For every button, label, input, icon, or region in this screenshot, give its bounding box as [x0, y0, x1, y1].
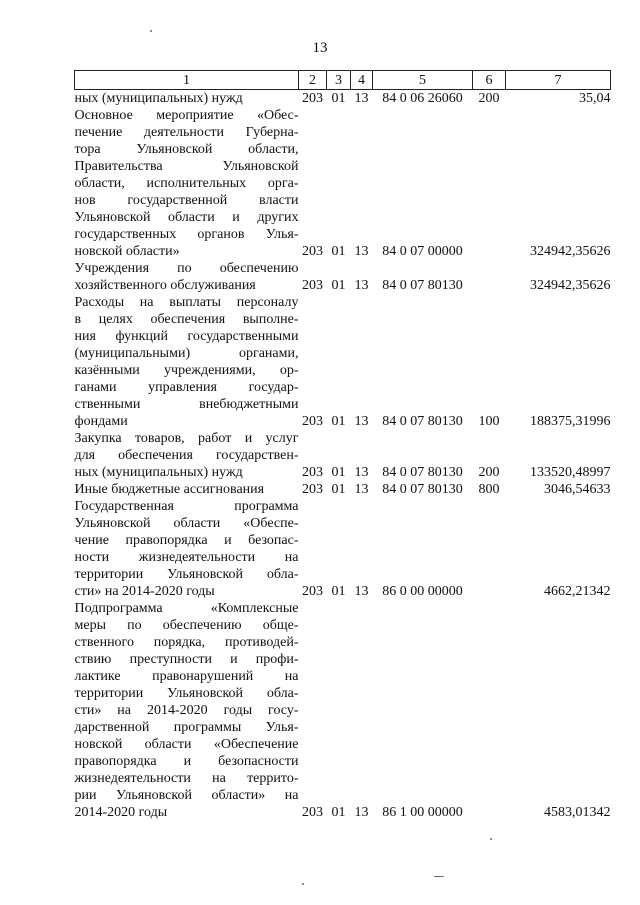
row-description — [75, 294, 299, 430]
table-row — [75, 481, 611, 498]
table-row — [75, 260, 611, 294]
description-line: меры по обеспечению обще- — [74, 618, 299, 633]
target-article-code: 84 0 07 80130 — [382, 278, 463, 293]
admin-code: 203 — [302, 805, 323, 820]
subsection-code: 13 — [354, 584, 369, 599]
section-code: 01 — [331, 482, 346, 497]
description-line: лактике правонарушений на — [74, 669, 299, 684]
description-line: 2014-2020 годы — [74, 805, 168, 820]
amount-value: 324942,35626 — [530, 278, 611, 293]
section-code: 01 — [331, 414, 346, 429]
description-line: территории Ульяновской обла- — [74, 567, 299, 582]
description-line: жизнедеятельности на террито- — [74, 771, 299, 786]
description-line: ственными внебюджетными — [74, 397, 299, 412]
description-line: Ульяновской области «Обеспе- — [74, 516, 299, 531]
table-header-row — [75, 71, 611, 90]
table-body — [75, 90, 611, 822]
description-line: чение правопорядка и безопас- — [74, 533, 299, 548]
target-article-code: 86 1 00 00000 — [382, 805, 463, 820]
column-header-3: 3 — [327, 71, 351, 90]
description-line: для обеспечения государствен- — [74, 448, 299, 463]
subsection-code: 13 — [354, 482, 369, 497]
description-line: печение деятельности Губерна- — [74, 125, 299, 140]
amount-value: 3046,54633 — [544, 482, 611, 497]
row-description — [75, 260, 299, 294]
table-row — [75, 90, 611, 108]
expense-type-code — [473, 260, 506, 294]
description-line: Расходы на выплаты персоналу — [74, 295, 299, 310]
target-article-code: 84 0 07 00000 — [382, 244, 463, 259]
target-article-code: 84 0 06 26060 — [382, 91, 463, 106]
description-line: Основное мероприятие «Обес- — [74, 108, 299, 123]
row-description — [75, 481, 299, 498]
description-line: рии Ульяновской области» на — [74, 788, 299, 803]
subsection-code: 13 — [354, 91, 369, 106]
subsection-code: 13 — [354, 278, 369, 293]
scan-speck — [490, 838, 492, 840]
table-row — [75, 294, 611, 430]
description-line: казёнными учреждениями, ор- — [74, 363, 299, 378]
description-line: ния функций государственными — [74, 329, 299, 344]
section-code: 01 — [331, 278, 346, 293]
description-line: в целях обеспечения выполне- — [74, 312, 299, 327]
description-line: (муниципальными) органами, — [74, 346, 299, 361]
description-line: ганами управления государ- — [74, 380, 299, 395]
target-article-code: 84 0 07 80130 — [382, 482, 463, 497]
amount-value: 4662,21342 — [544, 584, 611, 599]
subsection-code: 13 — [354, 805, 369, 820]
amount-value: 133520,48997 — [530, 465, 611, 480]
expense-type-code: 200 — [478, 91, 500, 106]
section-code: 01 — [331, 244, 346, 259]
row-description — [75, 600, 299, 821]
expense-type-code — [473, 498, 506, 600]
admin-code: 203 — [302, 244, 323, 259]
description-line: тора Ульяновской области, — [74, 142, 299, 157]
table-row — [75, 498, 611, 600]
expense-type-code — [473, 600, 506, 821]
description-line: ных (муниципальных) нужд — [74, 465, 243, 480]
description-line: нов государственной власти — [74, 193, 299, 208]
description-line: Закупка товаров, работ и услуг — [74, 431, 299, 446]
subsection-code: 13 — [354, 465, 369, 480]
admin-code: 203 — [302, 414, 323, 429]
description-line: области, исполнительных орга- — [74, 176, 299, 191]
description-line: правопорядка и безопасности — [74, 754, 299, 769]
table-row — [75, 600, 611, 821]
scan-speck — [302, 883, 304, 885]
amount-value: 188375,31996 — [530, 414, 611, 429]
description-line: Учреждения по обеспечению — [74, 261, 299, 276]
target-article-code: 86 0 00 00000 — [382, 584, 463, 599]
row-description — [75, 90, 299, 108]
expense-type-code: 100 — [478, 414, 500, 429]
page-number: 13 — [312, 40, 328, 56]
expense-type-code: 800 — [478, 482, 500, 497]
description-line: ных (муниципальных) нужд — [74, 91, 243, 106]
description-line: сти» на 2014-2020 годы госу- — [74, 703, 299, 718]
admin-code: 203 — [302, 278, 323, 293]
amount-value: 324942,35626 — [530, 244, 611, 259]
expense-type-code: 200 — [478, 465, 500, 480]
description-line: Государственная программа — [74, 499, 299, 514]
amount-value: 4583,01342 — [544, 805, 611, 820]
scan-speck — [150, 30, 152, 32]
row-description — [75, 107, 299, 260]
description-line: ственного порядка, противодей- — [74, 635, 299, 650]
section-code: 01 — [331, 584, 346, 599]
description-line: Ульяновской области и других — [74, 210, 299, 225]
row-description — [75, 430, 299, 481]
section-code: 01 — [331, 805, 346, 820]
admin-code: 203 — [302, 584, 323, 599]
budget-table — [74, 70, 611, 821]
description-line: хозяйственного обслуживания — [74, 278, 256, 293]
description-line: Подпрограмма «Комплексные — [74, 601, 299, 616]
amount-value: 35,04 — [579, 91, 611, 106]
target-article-code: 84 0 07 80130 — [382, 414, 463, 429]
description-line: ствию преступности и профи- — [74, 652, 299, 667]
admin-code: 203 — [302, 91, 323, 106]
admin-code: 203 — [302, 465, 323, 480]
section-code: 01 — [331, 91, 346, 106]
description-line: новской области «Обеспечение — [74, 737, 299, 752]
description-line: сти» на 2014-2020 годы — [74, 584, 215, 599]
section-code: 01 — [331, 465, 346, 480]
table-row — [75, 107, 611, 260]
description-line: Правительства Ульяновской — [74, 159, 299, 174]
description-line: фондами — [74, 414, 128, 429]
column-header-2: 2 — [299, 71, 327, 90]
scan-speck — [434, 876, 444, 877]
description-line: новской области» — [74, 244, 180, 259]
target-article-code: 84 0 07 80130 — [382, 465, 463, 480]
column-header-1: 1 — [75, 71, 299, 90]
column-header-4: 4 — [351, 71, 373, 90]
description-line: государственных органов Улья- — [74, 227, 299, 242]
row-description — [75, 498, 299, 600]
column-header-7: 7 — [506, 71, 611, 90]
column-header-5: 5 — [373, 71, 473, 90]
subsection-code: 13 — [354, 244, 369, 259]
subsection-code: 13 — [354, 414, 369, 429]
description-line: Иные бюджетные ассигнования — [74, 482, 265, 497]
description-line: ности жизнедеятельности на — [74, 550, 299, 565]
column-header-6: 6 — [473, 71, 506, 90]
table-row — [75, 430, 611, 481]
admin-code: 203 — [302, 482, 323, 497]
expense-type-code — [473, 107, 506, 260]
description-line: территории Ульяновской обла- — [74, 686, 299, 701]
description-line: дарственной программы Улья- — [74, 720, 299, 735]
